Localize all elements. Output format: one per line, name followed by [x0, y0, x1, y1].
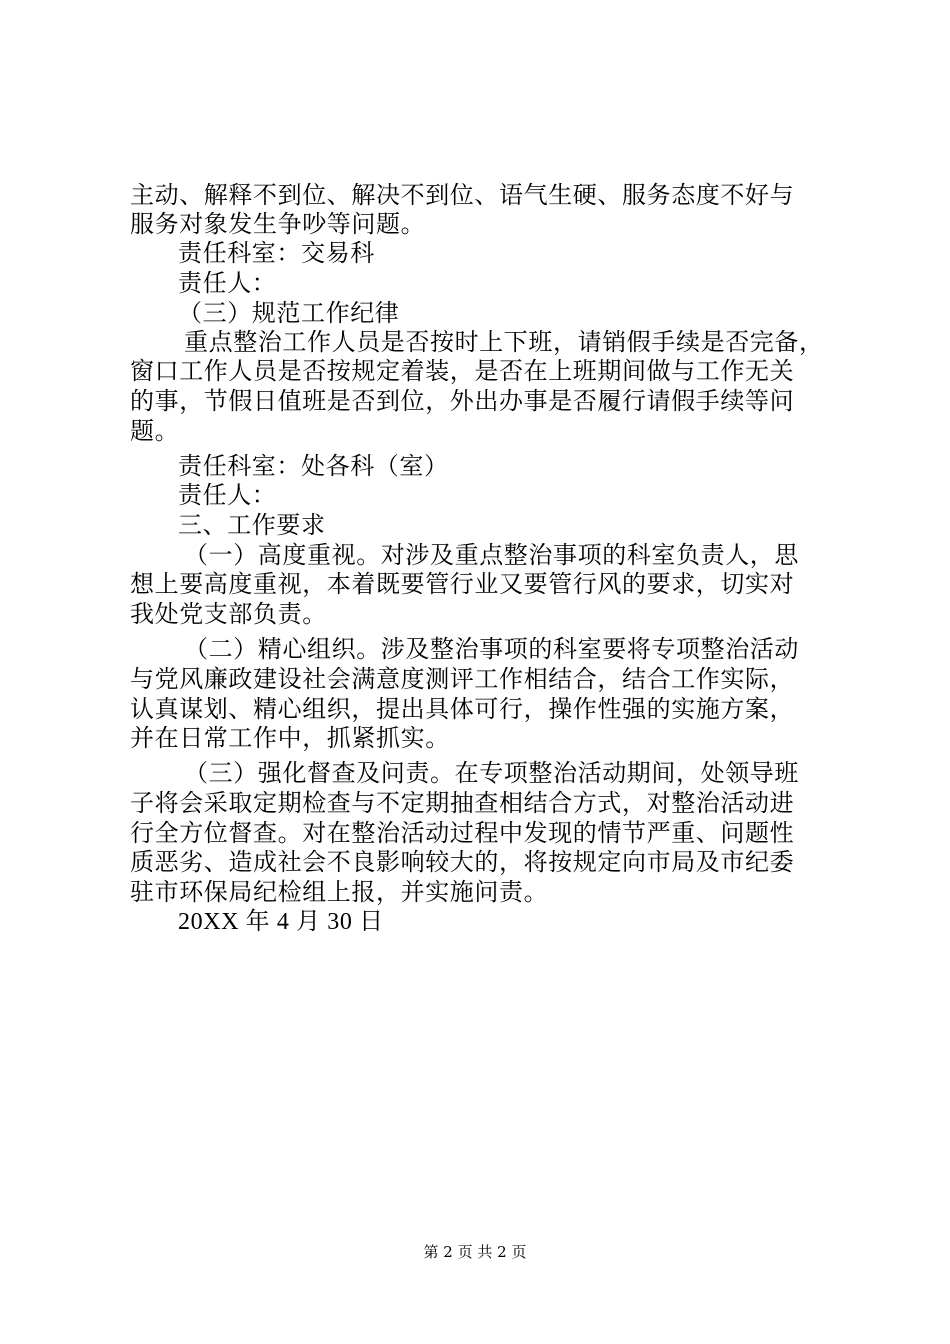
body-line-22: 行全方位督查。对在整治活动过程中发现的情节严重、问题性 [130, 819, 795, 847]
section-heading: （三）规范工作纪律 [178, 299, 400, 327]
body-line-24: 驻市环保局纪检组上报，并实施问责。 [130, 878, 549, 906]
body-line-15: 我处党支部负责。 [130, 600, 327, 628]
body-line-16: （二）精心组织。涉及整治事项的科室要将专项整治活动 [184, 635, 799, 663]
responsible-person-line: 责任人： [178, 269, 277, 297]
body-line-20: （三）强化督查及问责。在专项整治活动期间，处领导班 [184, 759, 799, 787]
body-line-2: 服务对象发生争吵等问题。 [130, 210, 426, 238]
responsible-office-line: 责任科室：交易科 [178, 239, 375, 267]
page-number-footer: 第 2 页 共 2 页 [423, 1243, 527, 1261]
body-line-1: 主动、解释不到位、解决不到位、语气生硬、服务态度不好与 [130, 181, 795, 209]
body-line-19: 并在日常工作中，抓紧抓实。 [130, 724, 450, 752]
responsible-office-line-2: 责任科室：处各科（室） [178, 452, 449, 480]
document-date: 20XX 年 4 月 30 日 [178, 909, 384, 935]
body-line-6: 重点整治工作人员是否按时上下班，请销假手续是否完备， [184, 328, 824, 356]
body-line-23: 质恶劣、造成社会不良影响较大的，将按规定向市局及市纪委 [130, 848, 795, 876]
section-heading-3: 三、工作要求 [178, 511, 326, 539]
body-line-14: 想上要高度重视，本着既要管行业又要管行风的要求，切实对 [130, 570, 795, 598]
body-line-17: 与党风廉政建设社会满意度测评工作相结合，结合工作实际， [130, 665, 795, 693]
body-line-18: 认真谋划、精心组织，提出具体可行，操作性强的实施方案， [130, 695, 795, 723]
responsible-person-line-2: 责任人： [178, 481, 277, 509]
body-line-8: 的事，节假日值班是否到位，外出办事是否履行请假手续等问 [130, 387, 795, 415]
body-line-13: （一）高度重视。对涉及重点整治事项的科室负责人，思 [184, 541, 799, 569]
body-line-21: 子将会采取定期检查与不定期抽查相结合方式，对整治活动进 [130, 789, 795, 817]
body-line-7: 窗口工作人员是否按规定着装，是否在上班期间做与工作无关 [130, 357, 795, 385]
body-line-9: 题。 [130, 417, 180, 445]
